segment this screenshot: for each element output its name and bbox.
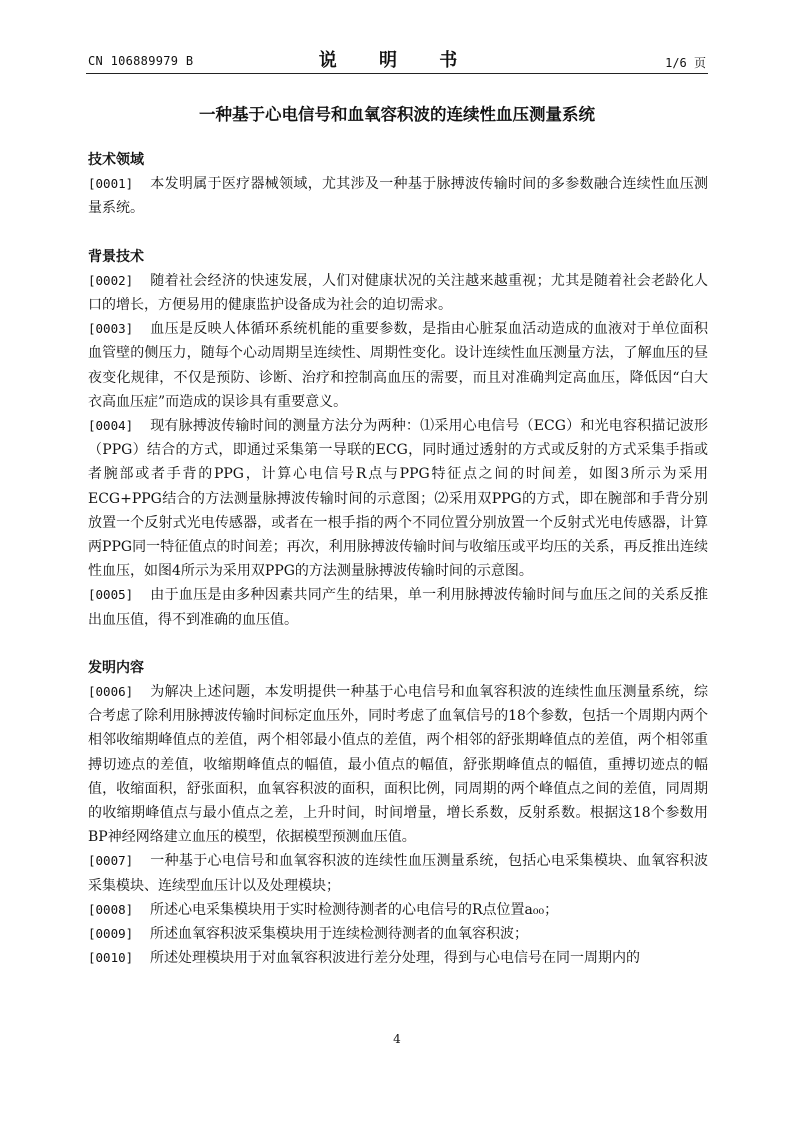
- paragraph-number: [0001]: [88, 176, 134, 192]
- paragraph-text: 由于血压是由多种因素共同产生的结果，单一利用脉搏波传输时间与血压之间的关系反推出血压值，得不到准确的血压值。: [88, 587, 708, 628]
- paragraph: [88, 680, 708, 849]
- section-summary: [88, 656, 708, 971]
- section-heading: 背景技术: [88, 248, 144, 265]
- paragraph-text: 血压是反映人体循环系统机能的重要参数，是指由心脏泵血活动造成的血液对于单位面积血管壁的侧压力，随每个心动周期呈连续性、周期性变化。设计连续性血压测量方法，了解血压的昼夜变化规律，不仅是预防、诊断、治疗和控制高血压的需要，而且对准确判定高血压，降低因“白大衣高血压症”而造成的误诊具有重要意义。: [88, 321, 708, 410]
- paragraph-text: 所述处理模块用于对血氧容积波进行差分处理，得到与心电信号在同一周期内的: [150, 950, 640, 967]
- document-body: [88, 148, 708, 970]
- paragraph: [88, 317, 708, 414]
- paragraph-number: [0006]: [88, 684, 134, 700]
- paragraph: [88, 898, 708, 922]
- paragraph-text: 所述血氧容积波采集模块用于连续检测待测者的血氧容积波；: [150, 926, 528, 943]
- paragraph-number: [0003]: [88, 321, 134, 337]
- page-info: 1/6 页: [665, 56, 706, 70]
- paragraph: [88, 414, 708, 583]
- page-number: 4: [393, 1032, 401, 1046]
- paragraph-number: [0010]: [88, 950, 134, 966]
- paragraph-number: [0002]: [88, 272, 134, 288]
- paragraph-text: 本发明属于医疗器械领域，尤其涉及一种基于脉搏波传输时间的多参数融合连续性血压测量系统。: [88, 176, 708, 217]
- paragraph-number: [0004]: [88, 418, 134, 433]
- section-heading: 技术领域: [88, 152, 144, 168]
- patent-number: CN 106889979 B: [88, 54, 194, 68]
- paragraph: [88, 849, 708, 897]
- paragraph-text: 为解决上述问题，本发明提供一种基于心电信号和血氧容积波的连续性血压测量系统，综合考虑了除利用脉搏波传输时间标定血压外，同时考虑了血氧信号的18个参数，包括一个周期内两个相邻收缩期峰值点的差值，两个相邻最小值点的差值，两个相邻的舒张期峰值点的差值，两个相邻重搏切迹点的差值，收缩期峰值点的幅值，最小值点的幅值，舒张期峰值点的幅值，重搏切迹点的幅值，收缩面积，舒张面积，血氧容积波的面积，面积比例，同周期的两个峰值点之间的差值，同周期的收缩期峰值点与最小值点之差，上升时间，时间增量，增长系数，反射系数。根据这18个参数用BP神经网络建立血压的模型，依据模型预测血压值。: [88, 684, 708, 846]
- paragraph: [88, 922, 708, 946]
- section-technical-field: [88, 148, 708, 221]
- section-gap: [88, 632, 708, 656]
- header-divider: [86, 73, 708, 74]
- paragraph: [88, 269, 708, 317]
- section-heading: 发明内容: [88, 659, 144, 676]
- paragraph: [88, 946, 708, 970]
- document-title: 一种基于心电信号和血氧容积波的连续性血压测量系统: [199, 105, 595, 124]
- paragraph-number: [0008]: [88, 901, 134, 917]
- paragraph: [88, 583, 708, 631]
- document-type: 说 明 书: [318, 50, 476, 71]
- paragraph-number: [0005]: [88, 587, 134, 603]
- paragraph-text: 现有脉搏波传输时间的测量方法分为两种：⑴采用心电信号（ECG）和光电容积描记波形（PPG）结合的方式，即通过采集第一导联的ECG，同时通过透射的方式或反射的方式采集手指或者腕部或者手背的PPG，计算心电信号R点与PPG特征点之间的时间差，如图3所示为采用ECG+PPG结合的方法测量脉搏波传输时间的示意图；⑵采用双PPG的方式，即在腕部和手背分别放置一个反射式光电传感器，或者在一根手指的两个不同位置分别放置一个反射式光电传感器，计算两PPG同一特征值点的时间差；再次，利用脉搏波传输时间与收缩压或平均压的关系，再反推出连续性血压，如图4所示为采用双PPG的方法测量脉搏波传输时间的示意图。: [88, 418, 708, 580]
- section-background-art: [88, 245, 708, 632]
- paragraph-text: 一种基于心电信号和血氧容积波的连续性血压测量系统，包括心电采集模块、血氧容积波采集模块、连续型血压计以及处理模块；: [88, 853, 708, 894]
- paragraph: [88, 172, 708, 220]
- paragraph-text: 随着社会经济的快速发展，人们对健康状况的关注越来越重视；尤其是随着社会老龄化人口的增长，方便易用的健康监护设备成为社会的迫切需求。: [88, 272, 708, 313]
- section-gap: [88, 221, 708, 245]
- paragraph-text: 所述心电采集模块用于实时检测待测者的心电信号的R点位置a₀₀；: [150, 901, 559, 918]
- paragraph-number: [0007]: [88, 853, 134, 869]
- paragraph-number: [0009]: [88, 926, 134, 942]
